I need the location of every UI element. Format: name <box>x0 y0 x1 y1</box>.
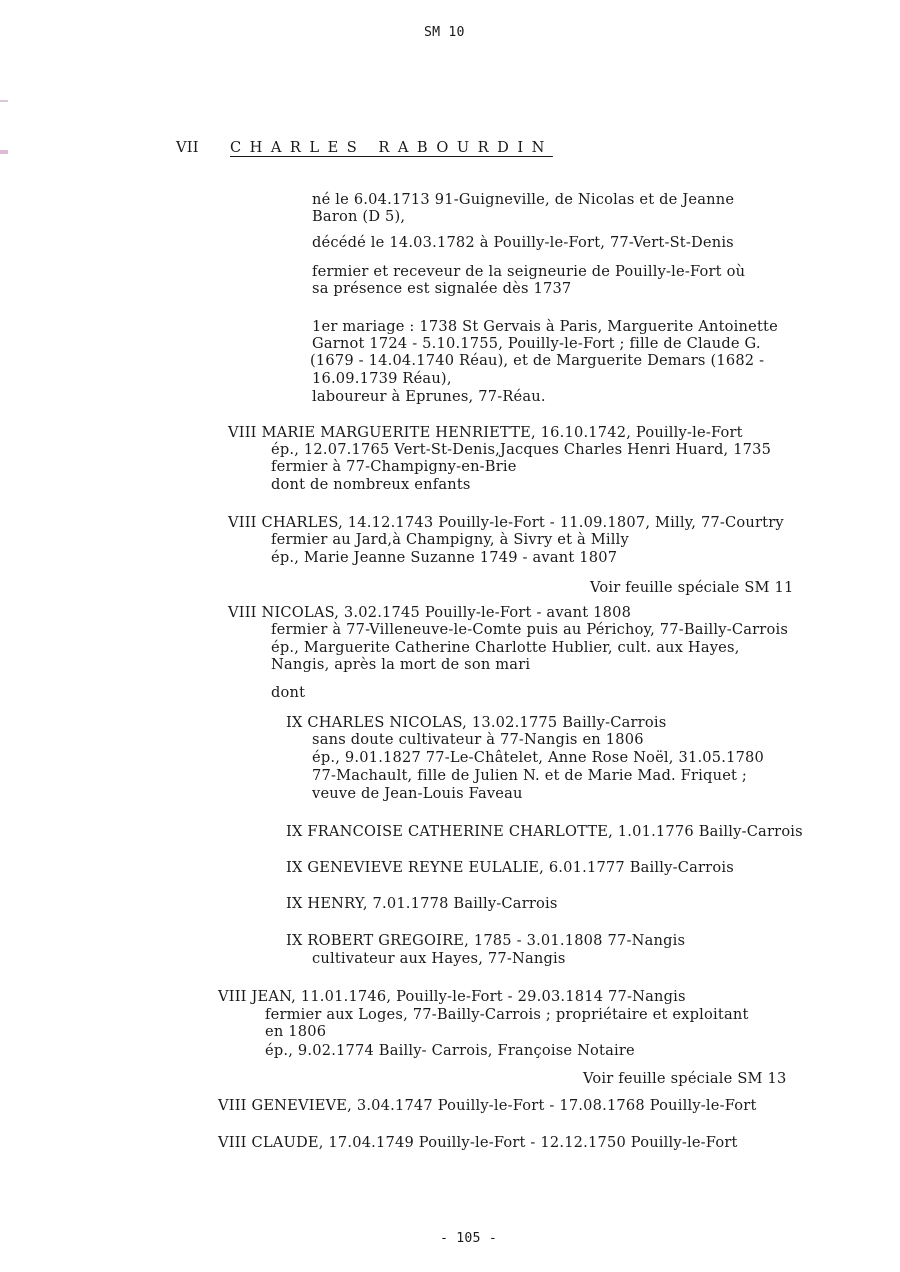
text-line: sa présence est signalée dès 1737 <box>312 280 572 297</box>
text-line: (1679 - 14.04.1740 Réau), et de Marguerite Demars (1682 - <box>310 352 765 369</box>
grandchild-entry: IX HENRY, 7.01.1778 Bailly-Carrois <box>286 895 558 912</box>
page-header: SM 10 <box>424 25 465 40</box>
text-line: ép., 9.01.1827 77-Le-Châtelet, Anne Rose Noël, 31.05.1780 <box>312 749 765 766</box>
text-line: Garnot 1724 - 5.10.1755, Pouilly-le-Fort ; fille de Claude G. <box>312 335 761 352</box>
text-line: laboureur à Eprunes, 77-Réau. <box>312 388 546 405</box>
text-line: en 1806 <box>265 1023 327 1040</box>
text-line: décédé le 14.03.1782 à Pouilly-le-Fort, 77-Vert-St-Denis <box>312 234 734 251</box>
child-entry: VIII CHARLES, 14.12.1743 Pouilly-le-Fort - 11.09.1807, Milly, 77-Courtry <box>228 514 784 531</box>
grandchild-entry: IX GENEVIEVE REYNE EULALIE, 6.01.1777 Bailly-Carrois <box>286 859 734 876</box>
child-entry: VIII GENEVIEVE, 3.04.1747 Pouilly-le-Fort - 17.08.1768 Pouilly-le-Fort <box>218 1097 757 1114</box>
child-entry: VIII NICOLAS, 3.02.1745 Pouilly-le-Fort - avant 1808 <box>228 604 632 621</box>
text-line: 77-Machault, fille de Julien N. et de Marie Mad. Friquet ; <box>312 767 748 784</box>
text-line: ép., Marguerite Catherine Charlotte Hublier, cult. aux Hayes, <box>271 639 740 656</box>
text-line: né le 6.04.1713 91-Guigneville, de Nicolas et de Jeanne <box>312 191 735 208</box>
text-line: ép., 9.02.1774 Bailly- Carrois, Françoise Notaire <box>265 1042 635 1059</box>
text-line: fermier à 77-Champigny-en-Brie <box>271 458 517 475</box>
grandchild-entry: IX CHARLES NICOLAS, 13.02.1775 Bailly-Carrois <box>286 714 667 731</box>
text-line: fermier à 77-Villeneuve-le-Comte puis au Périchoy, 77-Bailly-Carrois <box>271 621 789 638</box>
grandchild-entry: IX FRANCOISE CATHERINE CHARLOTTE, 1.01.1776 Bailly-Carrois <box>286 823 803 840</box>
text-line: 16.09.1739 Réau), <box>312 370 452 387</box>
text-line: ép., 12.07.1765 Vert-St-Denis,Jacques Charles Henri Huard, 1735 <box>271 441 772 458</box>
text-line: sans doute cultivateur à 77-Nangis en 1806 <box>312 731 644 748</box>
cross-reference: Voir feuille spéciale SM 13 <box>583 1070 787 1087</box>
text-line: 1er mariage : 1738 St Gervais à Paris, Marguerite Antoinette <box>312 318 778 335</box>
text-line: ép., Marie Jeanne Suzanne 1749 - avant 1807 <box>271 549 618 566</box>
cross-reference: Voir feuille spéciale SM 11 <box>590 579 794 596</box>
child-entry: VIII MARIE MARGUERITE HENRIETTE, 16.10.1742, Pouilly-le-Fort <box>228 424 743 441</box>
margin-mark <box>0 150 8 154</box>
page-number: - 105 - <box>440 1231 497 1246</box>
text-line: fermier au Jard,à Champigny, à Sivry et à Milly <box>271 531 629 548</box>
text-line: fermier aux Loges, 77-Bailly-Carrois ; propriétaire et exploitant <box>265 1006 749 1023</box>
text-line: dont de nombreux enfants <box>271 476 471 493</box>
text-line: fermier et receveur de la seigneurie de Pouilly-le-Fort où <box>312 263 746 280</box>
grandchild-entry: IX ROBERT GREGOIRE, 1785 - 3.01.1808 77-Nangis <box>286 932 686 949</box>
person-title: CHARLES RABOURDIN <box>230 139 553 156</box>
margin-mark <box>0 100 8 102</box>
text-line: cultivateur aux Hayes, 77-Nangis <box>312 950 566 967</box>
text-line: Baron (D 5), <box>312 208 406 225</box>
text-line: dont <box>271 684 306 701</box>
text-line: veuve de Jean-Louis Faveau <box>312 785 523 802</box>
generation-label: VII <box>176 139 199 156</box>
text-line: Nangis, après la mort de son mari <box>271 656 531 673</box>
child-entry: VIII CLAUDE, 17.04.1749 Pouilly-le-Fort - 12.12.1750 Pouilly-le-Fort <box>218 1134 738 1151</box>
child-entry: VIII JEAN, 11.01.1746, Pouilly-le-Fort - 29.03.1814 77-Nangis <box>218 988 686 1005</box>
